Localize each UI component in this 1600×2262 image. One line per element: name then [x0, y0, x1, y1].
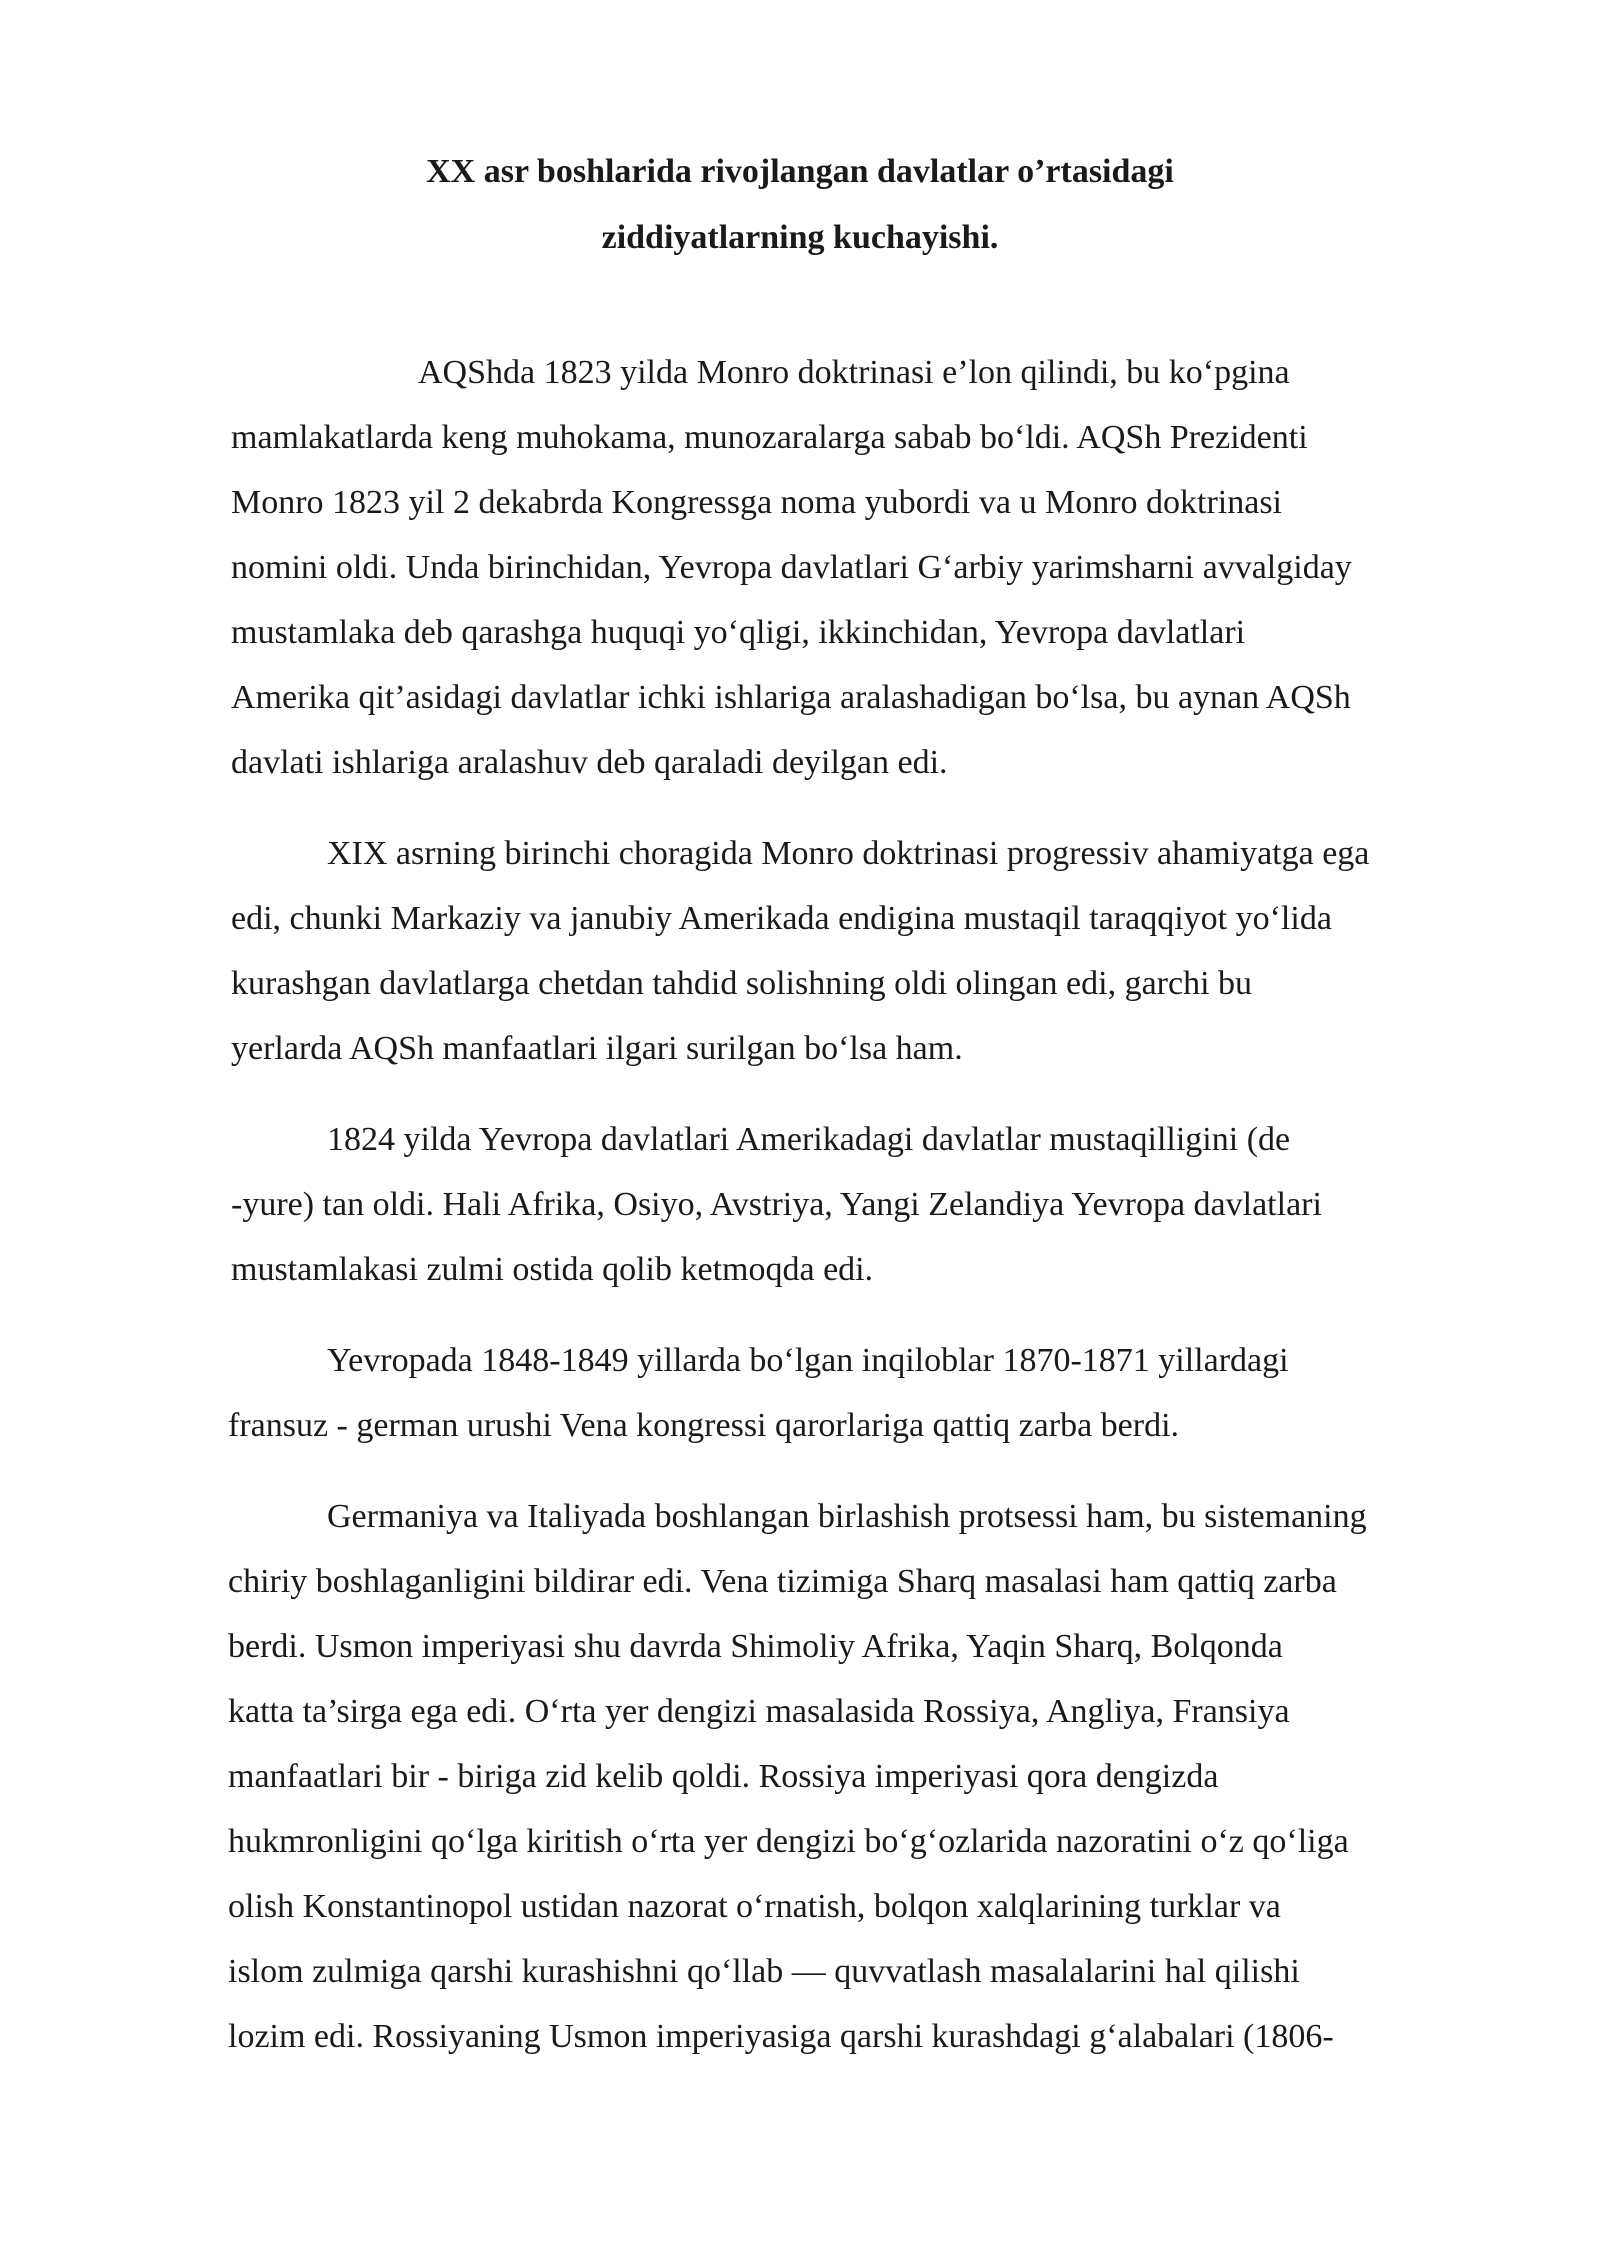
paragraph-line: mamlakatlarda keng muhokama, munozaralarga sabab bo‘ldi. AQSh Prezidenti [231, 419, 1308, 456]
paragraph-line: edi, chunki Markaziy va janubiy Amerikada endigina mustaqil taraqqiyot yo‘lida [231, 900, 1332, 937]
paragraph-line: chiriy boshlaganligini bildirar edi. Vena tizimiga Sharq masalasi ham qattiq zarba [228, 1563, 1337, 1600]
paragraph-line: AQShda 1823 yilda Monro doktrinasi e’lon qilindi, bu ko‘pgina [418, 354, 1290, 391]
paragraph-line: Yevropada 1848-1849 yillarda bo‘lgan inqiloblar 1870-1871 yillardagi [327, 1342, 1289, 1379]
paragraph-line: hukmronligini qo‘lga kiritish o‘rta yer dengizi bo‘g‘ozlarida nazoratini o‘z qo‘liga [228, 1823, 1349, 1860]
paragraph-line: Monro 1823 yil 2 dekabrda Kongressga noma yubordi va u Monro doktrinasi [231, 484, 1282, 521]
paragraph-line: fransuz - german urushi Vena kongressi qarorlariga qattiq zarba berdi. [228, 1407, 1180, 1444]
paragraph-line: mustamlaka deb qarashga huquqi yo‘qligi, ikkinchidan, Yevropa davlatlari [231, 614, 1246, 651]
paragraph-line: islom zulmiga qarshi kurashishni qo‘llab — quvvatlash masalalarini hal qilishi [228, 1953, 1300, 1990]
paragraph-line: nomini oldi. Unda birinchidan, Yevropa davlatlari G‘arbiy yarimsharni avvalgiday [231, 549, 1352, 586]
document-title-line-1: XX asr boshlarida rivojlangan davlatlar o’rtasidagi [426, 153, 1174, 190]
paragraph-line: Germaniya va Italiyada boshlangan birlashish protsessi ham, bu sistemaning [327, 1498, 1367, 1535]
paragraph-line: XIX asrning birinchi choragida Monro doktrinasi progressiv ahamiyatga ega [327, 835, 1370, 872]
paragraph-line: kurashgan davlatlarga chetdan tahdid solishning oldi olingan edi, garchi bu [231, 965, 1253, 1002]
paragraph-line: lozim edi. Rossiyaning Usmon imperiyasiga qarshi kurashdagi g‘alabalari (1806- [228, 2018, 1334, 2055]
paragraph-line: olish Konstantinopol ustidan nazorat o‘rnatish, bolqon xalqlarining turklar va [228, 1888, 1281, 1925]
paragraph-line: 1824 yilda Yevropa davlatlari Amerikadagi davlatlar mustaqilligini (de [327, 1121, 1291, 1158]
paragraph-line: mustamlakasi zulmi ostida qolib ketmoqda edi. [231, 1251, 874, 1288]
document-title-line-2: ziddiyatlarning kuchayishi. [601, 219, 999, 256]
paragraph-line: manfaatlari bir - biriga zid kelib qoldi. Rossiya imperiyasi qora dengizda [228, 1758, 1219, 1795]
paragraph-line: davlati ishlariga aralashuv deb qaraladi deyilgan edi. [231, 744, 948, 781]
paragraph-line: yerlarda AQSh manfaatlari ilgari surilgan bo‘lsa ham. [231, 1030, 963, 1067]
paragraph-line: berdi. Usmon imperiyasi shu davrda Shimoliy Afrika, Yaqin Sharq, Bolqonda [228, 1628, 1283, 1665]
paragraph-line: -yure) tan oldi. Hali Afrika, Osiyo, Avstriya, Yangi Zelandiya Yevropa davlatlari [231, 1186, 1322, 1223]
paragraph-line: Amerika qit’asidagi davlatlar ichki ishlariga aralashadigan bo‘lsa, bu aynan AQSh [231, 679, 1351, 716]
paragraph-line: katta ta’sirga ega edi. O‘rta yer dengizi masalasida Rossiya, Angliya, Fransiya [228, 1693, 1290, 1730]
